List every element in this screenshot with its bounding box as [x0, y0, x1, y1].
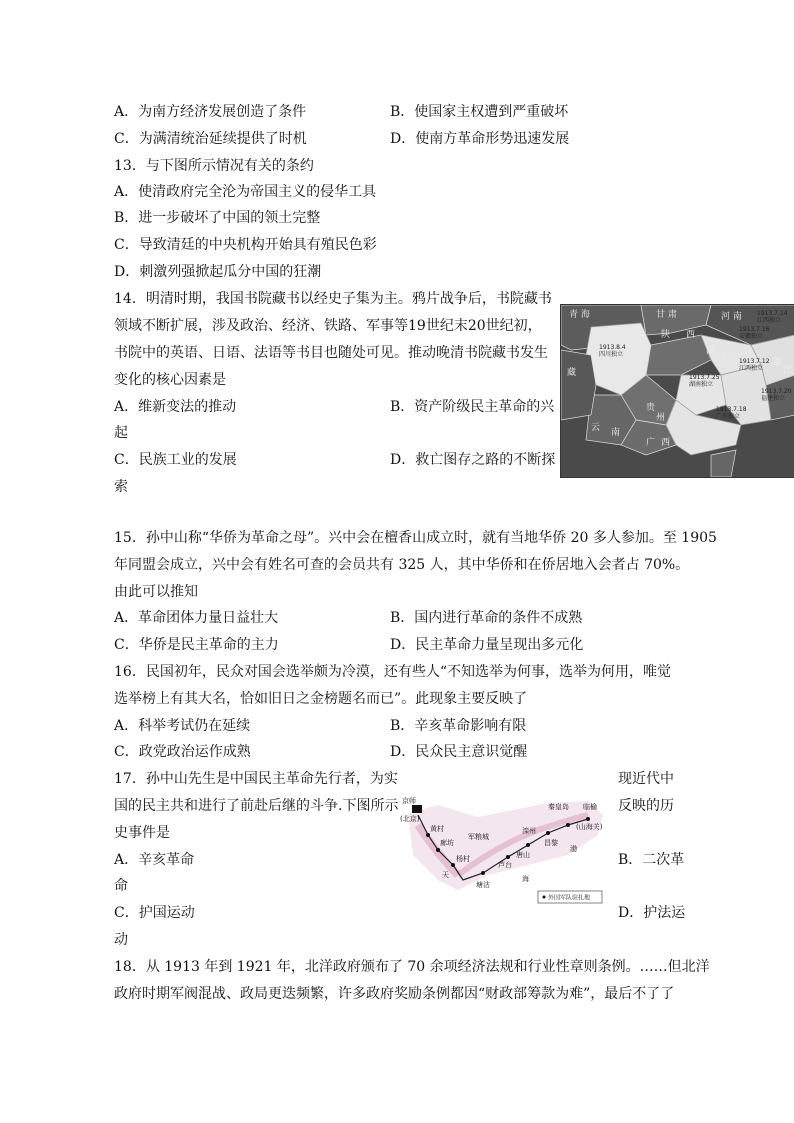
q17-stem-line-1a: 17．孙中山先生是中国民主革命先行者，为实 [114, 771, 398, 787]
map2-place-7: 天 [442, 871, 449, 879]
map2-place-10: 唐山 [516, 851, 530, 859]
map2-place-4: 廊坊 [440, 839, 454, 847]
map1-note-6-date: 1913.7.20 [761, 388, 792, 395]
map2-place-11: 滦州 [522, 827, 536, 835]
q14-option-b-cont: 起 [114, 425, 128, 441]
map1-note-4-text: 四川独立 [599, 351, 624, 358]
map1-province-bei: 北 [721, 353, 731, 363]
map1-note-2-text: 安徽独立 [739, 333, 764, 340]
q12-option-d: D．使南方革命形势迅速发展 [390, 131, 570, 147]
map1-province-xi2: 西 [661, 438, 671, 448]
q14-stem-line-2: 领域不断扩展，涉及政治、经济、铁路、军事等19世纪末20世纪初， [114, 318, 542, 334]
q17-option-a: A．辛亥革命 [114, 852, 195, 868]
map1-province-hu: 湖 [706, 346, 716, 356]
map2-place-2: (北京) [400, 815, 420, 823]
map1-province-guang: 广 [646, 438, 656, 448]
map2-place-12: 昌黎 [544, 839, 558, 847]
map2-place-1: 京师 [402, 797, 416, 805]
map1-province-henan: 河 南 [721, 312, 742, 322]
q12-option-b: B．使国家主权遭到严重破坏 [390, 104, 569, 120]
q13-stem: 13．与下图所示情况有关的条约 [114, 158, 314, 174]
map1-note-4-date: 1913.8.4 [599, 344, 626, 351]
map1-note-5-text: 湖南独立 [689, 381, 714, 388]
q17-stem-line-2a: 国的民主共和进行了前赴后继的斗争.下图所示 [114, 798, 399, 814]
map1-note-7-date: 1913.7.18 [716, 406, 747, 413]
q15-option-a: A．革命团体力量日益壮大 [114, 610, 279, 626]
map1-province-nan: 南 [611, 428, 621, 438]
map1-note-3-date: 1913.7.12 [739, 358, 770, 365]
map1-province-gansu: 甘 肃 [656, 310, 677, 320]
q17-option-d-cont: 动 [114, 932, 128, 948]
q16-option-b: B．辛亥革命影响有限 [390, 718, 527, 734]
map1-note-7-text: 广东独立 [716, 413, 741, 420]
map2-place-9: 芦台 [498, 861, 512, 869]
map1-province-shaan: 陕 [661, 330, 671, 340]
q14-stem-line-4: 变化的核心因素是 [114, 372, 226, 388]
map1-province-zhe: 浙 [773, 358, 783, 368]
second-revolution-map [560, 304, 794, 478]
q13-option-d: D．刺激列强掀起瓜分中国的狂潮 [114, 264, 322, 280]
map2-place-15: (山海关) [576, 823, 603, 831]
map2-legend-label: 外国军队驻扎地 [548, 894, 591, 902]
q15-option-d: D．民主革命力量呈现出多元化 [390, 637, 584, 653]
map1-province-zang: 藏 [567, 368, 577, 378]
map2-place-16: 渤 [570, 845, 577, 853]
map2-place-3: 黄村 [430, 825, 444, 833]
q15-stem-line-1: 15．孙中山称“华侨为革命之母”。兴中会在檀香山成立时，就有当地华侨 20 多人参加。至 1905 [114, 530, 717, 546]
q14-option-c: C．民族工业的发展 [114, 452, 237, 468]
q18-line-1: 18．从 1913 年到 1921 年，北洋政府颁布了 70 余项经济法规和行业性章则条例。……但北洋 [114, 959, 710, 975]
q17-option-b: B．二次革 [618, 852, 685, 868]
q14-option-d-cont: 索 [114, 479, 128, 495]
railway-garrison-map [398, 795, 606, 907]
map1-province-jiang: 江 [783, 366, 793, 376]
map1-note-1-text: 江西独立 [757, 317, 782, 324]
map1-province-qinghai: 青 海 [569, 310, 590, 320]
map1-province-zhou: 州 [656, 413, 666, 423]
q12-option-a: A．为南方经济发展创造了条件 [114, 104, 307, 120]
q12-option-c: C．为满清统治延续提供了时机 [114, 131, 307, 147]
q17-stem-line-1b: 现近代中 [618, 771, 674, 787]
map1-note-3-text: 江西独立 [739, 365, 764, 372]
q17-option-c: C．护国运动 [114, 905, 195, 921]
q18-line-2: 政府时期军阀混战、政局更迭频繁，许多政府奖励条例都因“财政部筹款为难”，最后不了了 [114, 986, 675, 1002]
q15-stem-line-2: 年同盟会成立，兴中会有姓名可查的会员共有 325 人，其中华侨和在侨居地入会者占 70%。 [114, 557, 690, 573]
map1-province-xi: 西 [686, 330, 696, 340]
q17-option-a-cont: 命 [114, 878, 128, 894]
map2-place-5: 杨村 [456, 855, 470, 863]
q13-option-b: B．进一步破坏了中国的领土完整 [114, 210, 321, 226]
q14-stem-line-3: 书院中的英语、日语、法语等书目也随处可见。推动晚清书院藏书发生 [114, 345, 548, 361]
q17-stem-line-3: 史事件是 [114, 825, 170, 841]
q17-option-d: D．护法运 [618, 905, 686, 921]
q13-option-a: A．使清政府完全沦为帝国主义的侵华工具 [114, 184, 377, 200]
map2-place-8: 塘沽 [476, 881, 490, 889]
q15-stem-line-3: 由此可以推知 [114, 584, 198, 600]
map1-province-gui: 贵 [646, 403, 656, 413]
map1-note-2-date: 1913.7.16 [739, 326, 770, 333]
q16-option-d: D．民众民主意识觉醒 [390, 744, 528, 760]
q13-option-c: C．导致清廷的中央机构开始具有殖民色彩 [114, 237, 377, 253]
q14-option-d: D．救亡图存之路的不断探 [390, 452, 556, 468]
map2-place-14: 临榆 [583, 803, 597, 811]
q14-stem-line-1: 14．明清时期，我国书院藏书以经史子集为主。鸦片战争后，书院藏书 [114, 291, 552, 307]
capital-marker-icon [412, 805, 422, 813]
q16-stem-line-2: 选举榜上有其大名，恰如旧日之金榜题名而已”。此现象主要反映了 [114, 691, 528, 707]
q16-option-c: C．政党政治运作成熟 [114, 744, 251, 760]
map2-place-17: 海 [522, 875, 529, 883]
map2-place-13: 秦皇岛 [548, 803, 569, 811]
map1-note-1-date: 1913.7.14 [757, 310, 788, 317]
map1-note-5-date: 1913.7.25 [689, 374, 720, 381]
map1-note-6-text: 福建独立 [761, 395, 786, 402]
q14-option-b: B．资产阶级民主革命的兴 [390, 399, 555, 415]
q15-option-b: B．国内进行革命的条件不成熟 [390, 610, 583, 626]
q16-stem-line-1: 16．民国初年，民众对国会选举颇为冷漠，还有些人“不知选举为何事，选举为何用，唯觉 [114, 664, 671, 680]
map2-place-6: 军粮城 [468, 833, 489, 841]
q17-stem-line-2b: 反映的历 [618, 798, 674, 814]
q15-option-c: C．华侨是民主革命的主力 [114, 637, 279, 653]
q16-option-a: A．科举考试仍在延续 [114, 718, 251, 734]
q14-option-a: A．维新变法的推动 [114, 399, 237, 415]
map1-province-yun: 云 [591, 423, 601, 433]
